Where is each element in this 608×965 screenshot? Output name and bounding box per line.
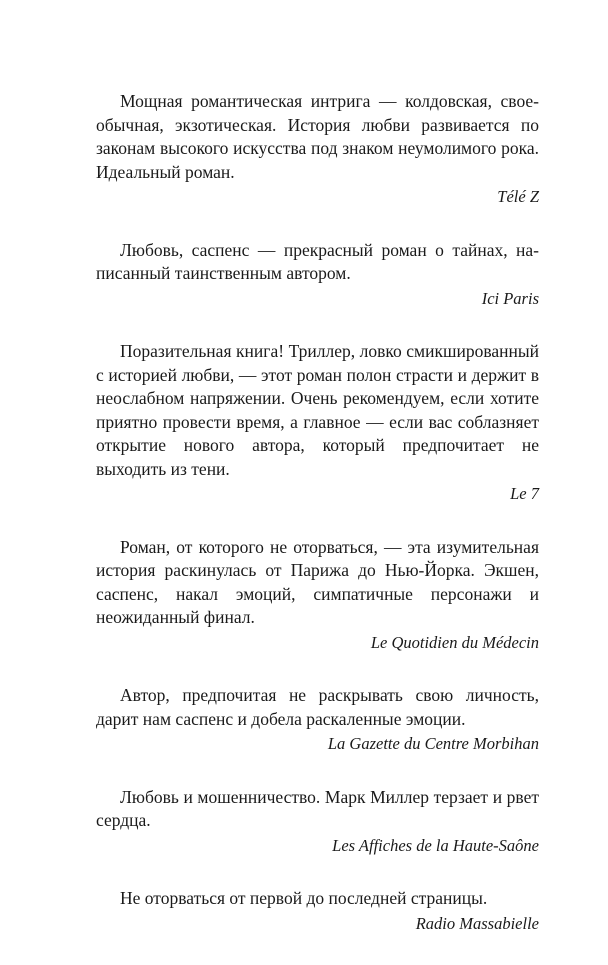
review-quotes-page [96,90,539,965]
quote-source: La Gazette du Centre Morbihan [327,734,539,753]
review-quote [96,786,539,858]
review-quote [96,90,539,209]
quote-source: Le Quotidien du Médecin [370,632,539,652]
quote-text: Любовь, саспенс — прекрасный роман о тайнах, написанный таинственным автором. [96,239,539,283]
review-quote [96,536,539,655]
quote-source: Télé Z [497,187,539,206]
review-quote [96,239,539,311]
quote-text: Роман, от которого не оторваться, — эта изумительная история раскинулась от Парижа до Нью-Йорка. Экшен, саспенс, накал эмоций, симпатичные персонажи и неожиданный финал. [96,536,539,627]
review-quote [96,684,539,756]
quote-text: Не оторваться от первой до последней страницы. [120,888,488,908]
quote-source: Ici Paris [481,288,539,308]
quote-text: Автор, предпочитая не раскрывать свою личность, дарит нам саспенс и добела раскаленные эмоции. [96,685,539,729]
quote-source: Les Affiches de la Haute-Saône [332,835,539,855]
quote-text: Мощная романтическая интрига — колдовская, своеобычная, экзотическая. История любви развивается по законам высокого искусства под знаком неумолимого рока. Идеальный роман. [96,91,539,182]
review-quote [96,887,539,935]
quote-text: Поразительная книга! Триллер, ловко смикшированный с историей любви, — этот роман полон страсти и держит в неослабном напряжении. Очень рекомендуем, если хотите приятно провести время, а главное — если вас соблазняет открытие нового автора, который предпочитает не выходить из тени. [96,341,539,479]
quote-text: Любовь и мошенничество. Марк Миллер терзает и рвет сердца. [96,786,539,830]
quote-source: Le 7 [510,484,539,503]
quote-source: Radio Massabielle [415,913,539,933]
review-quote [96,340,539,506]
